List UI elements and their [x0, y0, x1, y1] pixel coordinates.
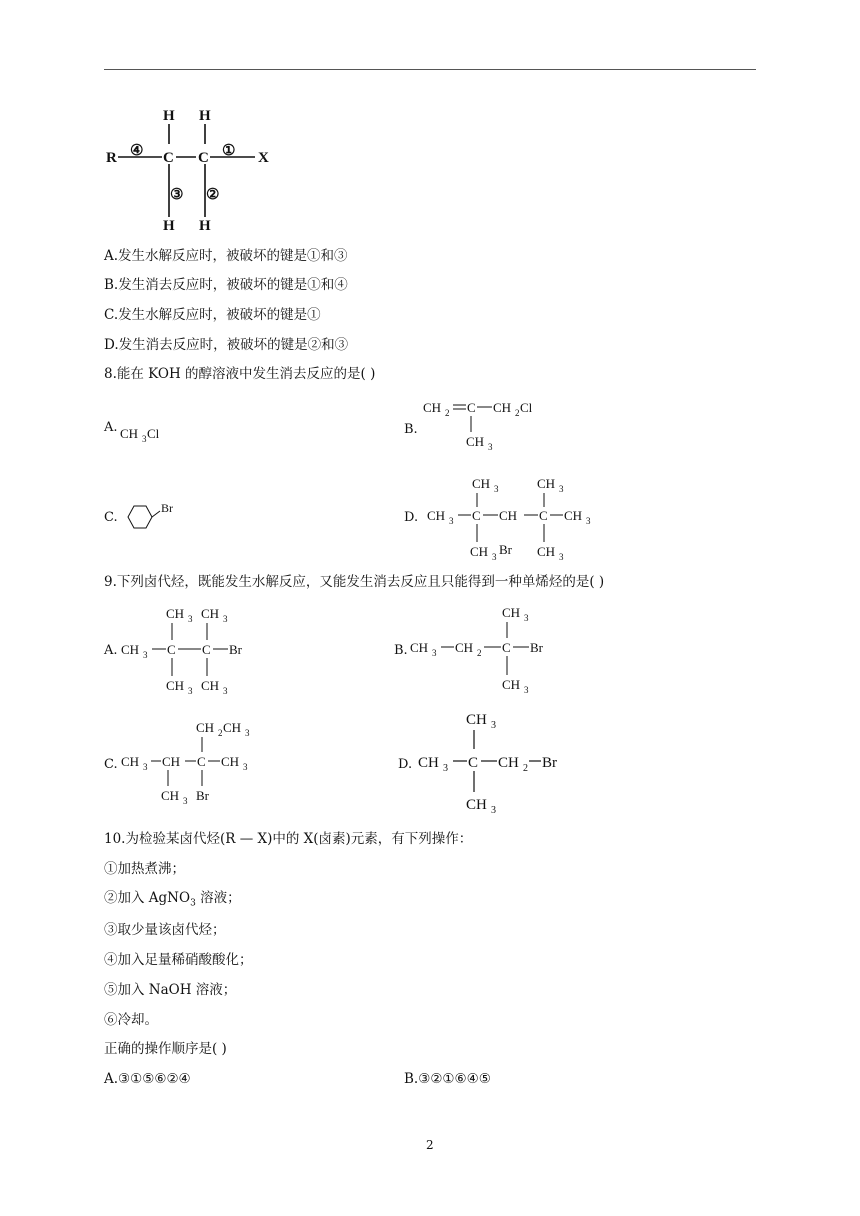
svg-text:3: 3 [559, 484, 564, 494]
svg-text:CH: CH [502, 605, 521, 620]
q10-option-a: A.③①⑤⑥②④ [104, 1071, 191, 1087]
q8-option-a-structure [120, 424, 180, 444]
q8-d-right-ch3: CH [564, 508, 583, 523]
q10-step-4: ④加入足量稀硝酸酸化； [104, 952, 253, 968]
q8-d-label: D. [404, 510, 419, 525]
svg-text:3: 3 [223, 686, 228, 696]
q10-stem: 10.为检验某卤代烃(R — X)中的 X(卤素)元素，有下列操作： [104, 831, 473, 847]
svg-text:CH: CH [223, 720, 242, 735]
q7-h-top2: H [199, 108, 211, 124]
svg-text:3: 3 [183, 796, 188, 806]
svg-text:3: 3 [492, 552, 497, 562]
svg-text:Br: Br [196, 788, 209, 803]
q7-carbon2: C [198, 150, 209, 166]
svg-text:CH: CH [466, 797, 487, 813]
q8-c-br: Br [161, 501, 173, 515]
q8-option-d-structure [427, 474, 597, 562]
q10-step-1: ①加热煮沸； [104, 861, 185, 877]
q9-b-label: B. [394, 643, 408, 658]
q8-b-label: B. [404, 422, 418, 437]
q8-option-c-structure [120, 500, 180, 536]
q10-step-2-tail: 溶液； [195, 890, 241, 906]
q9-option-c-structure [121, 716, 261, 806]
q10-step-2 [104, 892, 241, 909]
svg-text:3: 3 [143, 650, 148, 660]
q8-d-ch: CH [499, 508, 518, 523]
q9-c-label: C. [104, 757, 118, 772]
svg-text:3: 3 [491, 720, 496, 731]
svg-text:CH: CH [121, 754, 140, 769]
svg-text:3: 3 [243, 762, 248, 772]
q7-option-d: D.发生消去反应时，被破坏的键是②和③ [104, 337, 349, 353]
svg-text:CH: CH [455, 640, 474, 655]
svg-text:C: C [167, 642, 176, 657]
q8-option-b-structure [423, 396, 543, 452]
q8-d-top-ch3-1: CH [472, 476, 491, 491]
q7-bond-diagram [100, 100, 280, 234]
q9-d-label: D. [398, 757, 413, 772]
q7-option-c: C.发生水解反应时，被破坏的键是① [104, 307, 321, 323]
q8-a-cl: Cl [147, 426, 160, 441]
svg-text:CH: CH [410, 640, 429, 655]
q8-a-ch: CH [120, 426, 139, 441]
svg-text:CH: CH [166, 678, 185, 693]
q7-h-top1: H [163, 108, 175, 124]
q10-step-6: ⑥冷却。 [104, 1012, 158, 1028]
q7-bond1-label: ① [222, 143, 236, 159]
svg-text:3: 3 [494, 484, 499, 494]
q8-b-ch2-sub: 2 [445, 408, 450, 418]
q7-h-bot2: H [199, 218, 211, 234]
svg-text:3: 3 [245, 728, 250, 738]
q7-r-label: R [106, 150, 117, 166]
q8-d-top-ch3-2: CH [537, 476, 556, 491]
q7-option-b: B.发生消去反应时，被破坏的键是①和④ [104, 277, 348, 293]
q7-carbon1: C [163, 150, 174, 166]
svg-text:CH: CH [121, 642, 140, 657]
q7-h-bot1: H [163, 218, 175, 234]
q9-a-label: A. [104, 643, 118, 658]
q8-d-left-ch3: CH [427, 508, 446, 523]
q8-stem: 8.能在 KOH 的醇溶液中发生消去反应的是( ) [104, 366, 376, 382]
svg-text:C: C [197, 754, 206, 769]
q10-step-3: ③取少量该卤代烃； [104, 922, 226, 938]
svg-text:3: 3 [491, 805, 496, 816]
q8-c-label: C. [104, 510, 118, 525]
q7-bond2-label: ② [206, 187, 220, 203]
q8-b-ch3: CH [466, 434, 485, 449]
q7-x-label: X [258, 150, 269, 166]
q8-b-ch2b-sub: 2 [515, 408, 520, 418]
svg-text:3: 3 [143, 762, 148, 772]
svg-text:CH: CH [418, 755, 439, 771]
q8-b-ch2: CH [423, 400, 442, 415]
q8-b-cl: Cl [520, 400, 533, 415]
q9-stem: 9.下列卤代烃，既能发生水解反应，又能发生消去反应且只能得到一种单烯烃的是( ) [104, 574, 605, 590]
svg-text:Br: Br [542, 755, 557, 771]
q8-d-c1: C [472, 508, 481, 523]
svg-text:3: 3 [188, 614, 193, 624]
q8-a-sub: 3 [142, 434, 147, 444]
q10-step-2-sub: 3 [190, 898, 196, 909]
svg-text:3: 3 [559, 552, 564, 562]
svg-text:CH: CH [502, 677, 521, 692]
svg-text:3: 3 [524, 685, 529, 695]
q8-d-bot-ch3-1: CH [470, 544, 489, 559]
svg-text:CH: CH [466, 712, 487, 728]
page-number: 2 [426, 1138, 434, 1152]
q7-bond4-label: ④ [130, 143, 144, 159]
q9-option-a-structure [121, 604, 251, 694]
svg-text:CH: CH [161, 788, 180, 803]
svg-text:Br: Br [229, 642, 242, 657]
q7-option-a: A.发生水解反应时，被破坏的键是①和③ [104, 248, 348, 264]
svg-text:CH: CH [221, 754, 240, 769]
header-rule [104, 69, 756, 70]
svg-text:3: 3 [443, 763, 448, 774]
q8-b-ch3-sub: 3 [488, 442, 493, 452]
q9-option-d-structure [418, 706, 578, 814]
q9-option-b-structure [410, 602, 560, 694]
q7-bond3-label: ③ [170, 187, 184, 203]
q10-step-2-main: ②加入 AgNO [104, 890, 191, 906]
svg-text:C: C [202, 642, 211, 657]
svg-text:3: 3 [449, 516, 454, 526]
svg-text:CH: CH [201, 606, 220, 621]
svg-text:CH: CH [196, 720, 215, 735]
svg-text:2: 2 [218, 728, 223, 738]
q8-d-c2: C [539, 508, 548, 523]
q8-d-bot-ch3-2: CH [537, 544, 556, 559]
svg-text:C: C [502, 640, 511, 655]
q8-b-ch2b: CH [493, 400, 512, 415]
q8-d-br: Br [499, 542, 512, 557]
svg-text:3: 3 [432, 648, 437, 658]
svg-text:3: 3 [586, 516, 591, 526]
svg-text:3: 3 [524, 613, 529, 623]
svg-text:Br: Br [530, 640, 543, 655]
svg-text:C: C [468, 755, 479, 771]
svg-text:2: 2 [523, 763, 528, 774]
q10-option-b: B.③②①⑥④⑤ [404, 1071, 491, 1087]
q10-question: 正确的操作顺序是( ) [104, 1041, 227, 1057]
svg-text:CH: CH [201, 678, 220, 693]
q10-step-5: ⑤加入 NaOH 溶液； [104, 982, 237, 998]
svg-text:CH: CH [166, 606, 185, 621]
svg-text:CH: CH [498, 755, 519, 771]
svg-text:CH: CH [162, 754, 181, 769]
svg-text:3: 3 [223, 614, 228, 624]
q8-a-label: A. [104, 420, 118, 435]
svg-text:3: 3 [188, 686, 193, 696]
q8-b-c: C [467, 400, 476, 415]
svg-text:2: 2 [477, 648, 482, 658]
